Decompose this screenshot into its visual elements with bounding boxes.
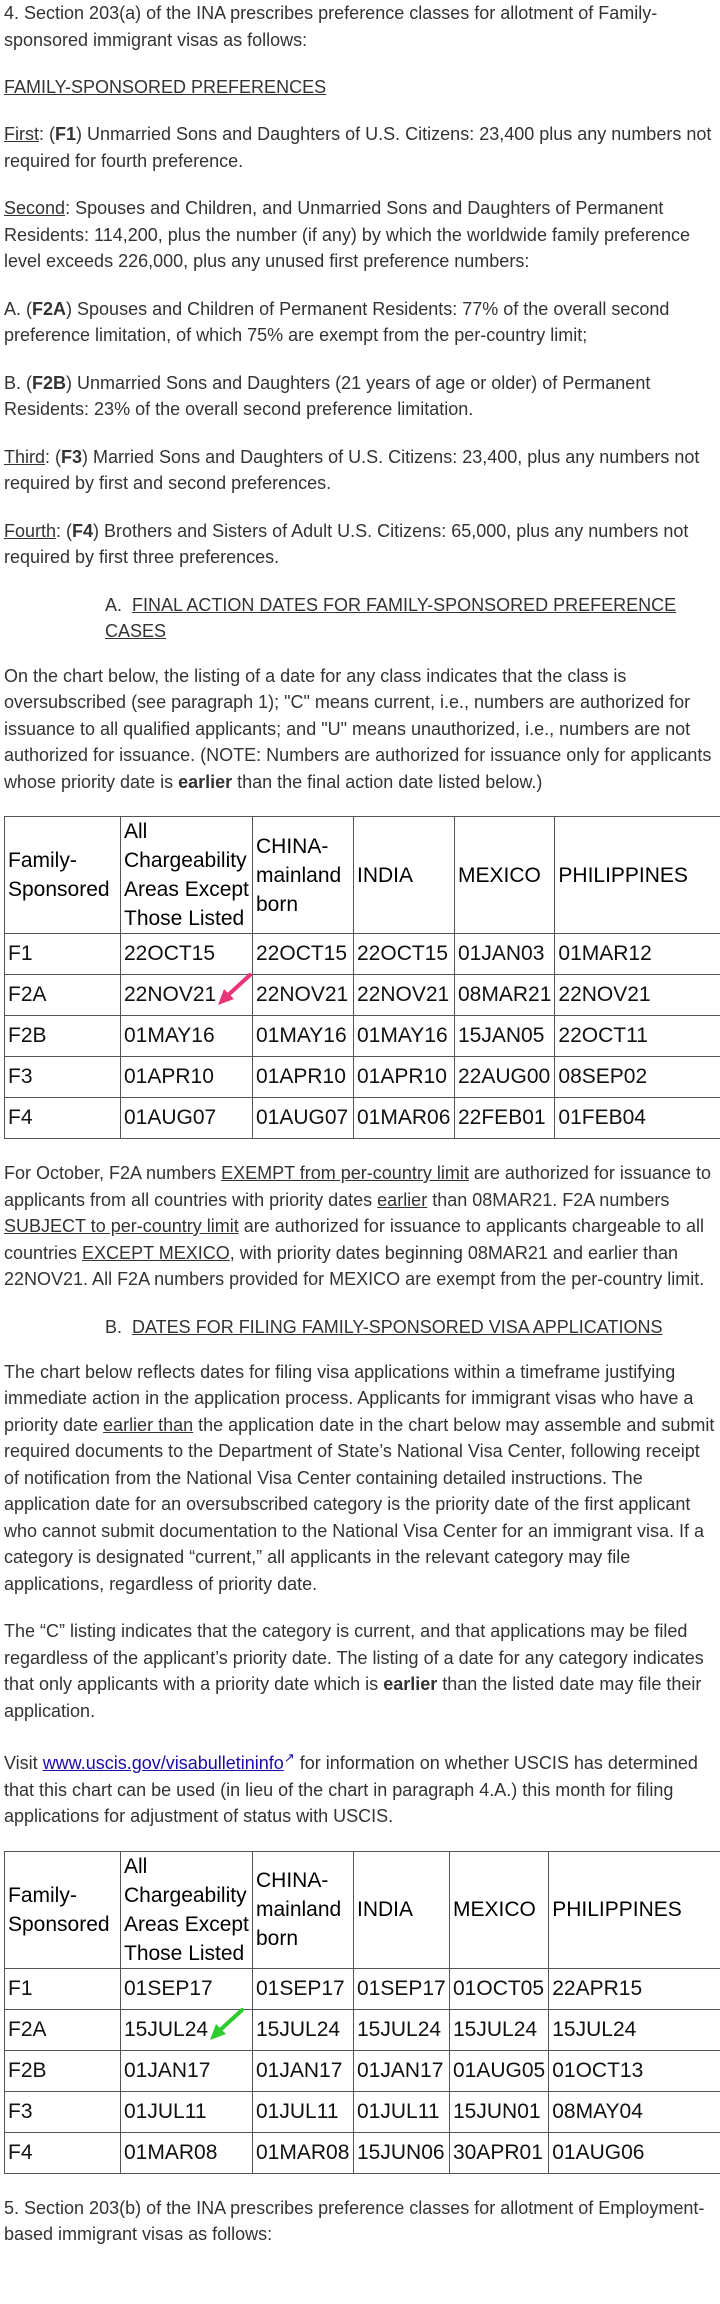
- f2a-preference: [4, 296, 716, 349]
- table-cell: 01MAR08: [253, 2132, 354, 2173]
- table-cell: 01JUL11: [354, 2091, 450, 2132]
- table-cell: 22NOV21: [253, 975, 354, 1016]
- table-cell: 15JUL24: [450, 2009, 549, 2050]
- table-cell: 15JUN01: [450, 2091, 549, 2132]
- table-cell: F2A: [5, 975, 121, 1016]
- section-a-title: FINAL ACTION DATES FOR FAMILY-SPONSORED PREFERENCE CASES: [105, 594, 677, 641]
- table-cell: F3: [5, 2091, 121, 2132]
- note-exempt: EXEMPT from per-country limit: [221, 1163, 469, 1183]
- dates-for-filing-table: [4, 1851, 720, 2174]
- third-text: ) Married Sons and Daughters of U.S. Citizens: 23,400, plus any numbers not required by first and second preferences.: [4, 446, 700, 493]
- table-cell: 22OCT15: [354, 934, 455, 975]
- header-all-chargeability: All Chargeability Areas Except Those Listed: [121, 817, 253, 934]
- table-cell: 01AUG05: [450, 2050, 549, 2091]
- fourth-label: Fourth: [4, 520, 57, 541]
- table-cell: 22OCT11: [555, 1016, 720, 1057]
- section-b-p1-underlined: earlier than: [103, 1414, 194, 1435]
- table-cell: 08SEP02: [555, 1057, 720, 1098]
- table-cell: F2B: [5, 2050, 121, 2091]
- header-china: CHINA-mainland born: [253, 1851, 354, 1968]
- header-philippines: PHILIPPINES: [549, 1851, 720, 1968]
- table-row: [5, 934, 720, 975]
- uscis-link[interactable]: www.uscis.gov/visabulletininfo: [42, 1753, 284, 1773]
- f2a-prefix: A. (: [4, 298, 33, 319]
- note-text: , with priority dates beginning 08MAR21 and earlier than 22NOV21. All F2A numbers provided for MEXICO are exempt from the per-country limit.: [4, 1242, 705, 1289]
- table-cell: 01SEP17: [354, 1968, 450, 2009]
- table-cell: 22APR15: [549, 1968, 720, 2009]
- table-cell: 30APR01: [450, 2132, 549, 2173]
- table-cell: 01MAY16: [253, 1016, 354, 1057]
- table-cell: 01JAN17: [253, 2050, 354, 2091]
- table-row: [5, 2050, 720, 2091]
- table-header-row: [5, 817, 720, 934]
- note-subject: SUBJECT to per-country limit: [4, 1216, 239, 1236]
- second-label: Second: [4, 198, 66, 218]
- section-b-paragraph-1: [4, 1359, 716, 1598]
- f2a-code: F2A: [32, 298, 67, 319]
- table-cell: 01APR10: [121, 1057, 253, 1098]
- table-cell: F1: [5, 934, 121, 975]
- table-cell: 22OCT15: [253, 934, 354, 975]
- first-text: Unmarried Sons and Daughters of U.S. Citizens: 23,400 plus any numbers not required for fourth preference.: [4, 124, 712, 171]
- table-cell: 15JUN06: [354, 2132, 450, 2173]
- table-cell: 15JUL24: [354, 2009, 450, 2050]
- table-cell: 08MAY04: [549, 2091, 720, 2132]
- table-cell: 01FEB04: [555, 1098, 720, 1139]
- section-b-p2-bold: earlier: [383, 1674, 438, 1694]
- table-cell: 01AUG06: [549, 2132, 720, 2173]
- table-cell: 01JAN17: [354, 2050, 450, 2091]
- table-row: [5, 975, 720, 1016]
- second-preference: [4, 195, 716, 275]
- header-india: INDIA: [354, 817, 455, 934]
- third-preference: Third: (F3) Married Sons and Daughters of U.S. Citizens: 23,400, plus any numbers not required by first and second preferences.: [4, 446, 700, 493]
- section-a-heading: [4, 592, 716, 644]
- table-cell: 01JUL11: [121, 2091, 253, 2132]
- section-a-para-bold: earlier: [178, 771, 233, 792]
- table-row: [5, 1016, 720, 1057]
- family-preferences-heading: FAMILY-SPONSORED PREFERENCES: [4, 77, 327, 97]
- third-label: Third: [4, 446, 46, 467]
- table-cell: 22OCT15: [121, 934, 253, 975]
- table-cell: 01SEP17: [121, 1968, 253, 2009]
- f2b-prefix: B. (: [4, 372, 33, 393]
- note-text: For October, F2A numbers: [4, 1163, 222, 1183]
- first-label: First: [4, 124, 39, 144]
- section-b-letter: B.: [105, 1316, 123, 1337]
- section-a-paragraph: [4, 663, 716, 796]
- table-cell: F4: [5, 1098, 121, 1139]
- table-cell: F1: [5, 1968, 121, 2009]
- table-cell: 01AUG07: [253, 1098, 354, 1139]
- section-a-letter: A.: [105, 594, 123, 615]
- section-b-p1-post: the application date in the chart below may assemble and submit required documents to the Department of State’s National Visa Center, following receipt of notification from the National Visa Center containing detailed instructions. The application date for an oversubscribed category is the priority date of the first applicant who cannot submit documentation to the National Visa Center for an immigrant visa. If a category is designated “current,” all applicants in the relevant category may file applications, regardless of priority date.: [4, 1414, 715, 1594]
- f2b-code: F2B: [32, 372, 67, 393]
- second-text: : Spouses and Children, and Unmarried Sons and Daughters of Permanent Residents: 114,200, plus the number (if any) by which the worldwide family preference level exceeds 226,000, plus any unused first preference numbers:: [4, 198, 691, 271]
- section-a-para-post: than the final action date listed below.): [232, 771, 543, 792]
- note-text: are authorized for issuance to applicants from all countries with priority dates: [4, 1163, 711, 1210]
- note-text: are authorized for issuance to applicants chargeable to all countries: [4, 1216, 705, 1263]
- table-cell: [121, 975, 253, 1016]
- first-preference: First: (F1) Unmarried Sons and Daughters of U.S. Citizens: 23,400 plus any numbers not required for fourth preference.: [4, 124, 712, 171]
- note-except-mexico: EXCEPT MEXICO: [82, 1242, 230, 1263]
- table-cell: 01MAR08: [121, 2132, 253, 2173]
- table-cell: F3: [5, 1057, 121, 1098]
- table-row: [5, 2091, 720, 2132]
- table-cell: 01JAN03: [455, 934, 555, 975]
- table-cell: 01JAN17: [121, 2050, 253, 2091]
- intro-paragraph: 4. Section 203(a) of the INA prescribes preference classes for allotment of Family-sponsored immigrant visas as follows:: [4, 3, 658, 50]
- table-cell: 01APR10: [354, 1057, 455, 1098]
- header-family-sponsored: Family-Sponsored: [5, 817, 121, 934]
- table-cell: 01MAY16: [121, 1016, 253, 1057]
- table-cell: 01JUL11: [253, 2091, 354, 2132]
- f2a-final-date: 22NOV21: [124, 983, 217, 1006]
- table-cell: F2A: [5, 2009, 121, 2050]
- external-link-icon: ↗: [283, 1750, 295, 1765]
- f3-code: F3: [61, 446, 83, 467]
- f4-code: F4: [72, 520, 94, 541]
- note-earlier: earlier: [377, 1189, 428, 1210]
- f2a-note-paragraph: [4, 1160, 716, 1293]
- f2a-text: ) Spouses and Children of Permanent Residents: 77% of the overall second preference limitation, of which 75% are exempt from the per-country limit;: [4, 298, 670, 345]
- header-china: CHINA-mainland born: [253, 817, 354, 934]
- f2b-text: ) Unmarried Sons and Daughters (21 years of age or older) of Permanent Residents: 23% of the overall second preference limitation.: [4, 372, 651, 419]
- table-row: [5, 2009, 720, 2050]
- fourth-text: ) Brothers and Sisters of Adult U.S. Citizens: 65,000, plus any numbers not required by first three preferences.: [4, 520, 689, 567]
- table-cell: F4: [5, 2132, 121, 2173]
- table-header-row: [5, 1851, 720, 1968]
- table-cell: 01SEP17: [253, 1968, 354, 2009]
- section-b-heading: [4, 1314, 716, 1340]
- table-cell: 22NOV21: [555, 975, 720, 1016]
- table-cell: 15JUL24: [549, 2009, 720, 2050]
- f2a-filing-date: 15JUL24: [124, 2017, 209, 2041]
- table-cell: 01APR10: [253, 1057, 354, 1098]
- header-india: INDIA: [354, 1851, 450, 1968]
- visit-text: Visit: [4, 1753, 43, 1773]
- section-b-title: DATES FOR FILING FAMILY-SPONSORED VISA APPLICATIONS: [132, 1316, 663, 1337]
- table-cell: 08MAR21: [455, 975, 555, 1016]
- f2b-preference: [4, 370, 716, 423]
- note-text: than 08MAR21. F2A numbers: [427, 1189, 670, 1210]
- table-cell: 01MAR12: [555, 934, 720, 975]
- header-family-sponsored: Family-Sponsored: [5, 1851, 121, 1968]
- table-cell: 15JUL24: [253, 2009, 354, 2050]
- table-cell: 15JAN05: [455, 1016, 555, 1057]
- table-cell: 22NOV21: [354, 975, 455, 1016]
- table-cell: 01MAY16: [354, 1016, 455, 1057]
- table-row: [5, 2132, 720, 2173]
- uscis-visit-paragraph: [4, 1745, 716, 1830]
- header-all-chargeability: All Chargeability Areas Except Those Listed: [121, 1851, 253, 1968]
- table-cell: 22AUG00: [455, 1057, 555, 1098]
- section-a-para-pre: On the chart below, the listing of a date for any class indicates that the class is oversubscribed (see paragraph 1); "C" means current, i.e., numbers are authorized for issuance to all qualified applicants; and "U" means unauthorized, i.e., numbers are not authorized for issuance. (NOTE: Numbers are authorized for issuance only for applicants whose priority date is: [4, 665, 712, 792]
- table-cell: 01AUG07: [121, 1098, 253, 1139]
- table-row: [5, 1968, 720, 2009]
- header-philippines: PHILIPPINES: [555, 817, 720, 934]
- employment-intro-paragraph: 5. Section 203(b) of the INA prescribes preference classes for allotment of Employment-based immigrant visas as follows:: [4, 2197, 705, 2244]
- section-b-paragraph-2: [4, 1618, 716, 1724]
- table-cell: 22FEB01: [455, 1098, 555, 1139]
- table-cell: 01OCT13: [549, 2050, 720, 2091]
- table-cell: 01MAR06: [354, 1098, 455, 1139]
- table-cell: F2B: [5, 1016, 121, 1057]
- section-b-p1-pre: The chart below reflects dates for filing visa applications within a timeframe justifying immediate action in the application process. Applicants for immigrant visas who have a priority date: [4, 1361, 694, 1435]
- f1-code: F1: [55, 124, 77, 144]
- header-mexico: MEXICO: [455, 817, 555, 934]
- table-row: [5, 1098, 720, 1139]
- header-mexico: MEXICO: [450, 1851, 549, 1968]
- table-cell: 01OCT05: [450, 1968, 549, 2009]
- fourth-preference: Fourth: (F4) Brothers and Sisters of Adult U.S. Citizens: 65,000, plus any numbers not required by first three preferences.: [4, 520, 689, 567]
- section-b-p2-pre: The “C” listing indicates that the category is current, and that applications may be filed regardless of the applicant’s priority date. The listing of a date for any category indicates that only applicants with a priority date which is: [4, 1621, 704, 1694]
- table-row: [5, 1057, 720, 1098]
- visit-post-text: for information on whether USCIS has determined that this chart can be used (in lieu of the chart in paragraph 4.A.) this month for filing applications for adjustment of status with USCIS.: [4, 1753, 698, 1826]
- final-action-dates-table: [4, 816, 720, 1139]
- table-cell: [121, 2009, 253, 2050]
- section-b-p2-post: than the listed date may file their application.: [4, 1674, 702, 1721]
